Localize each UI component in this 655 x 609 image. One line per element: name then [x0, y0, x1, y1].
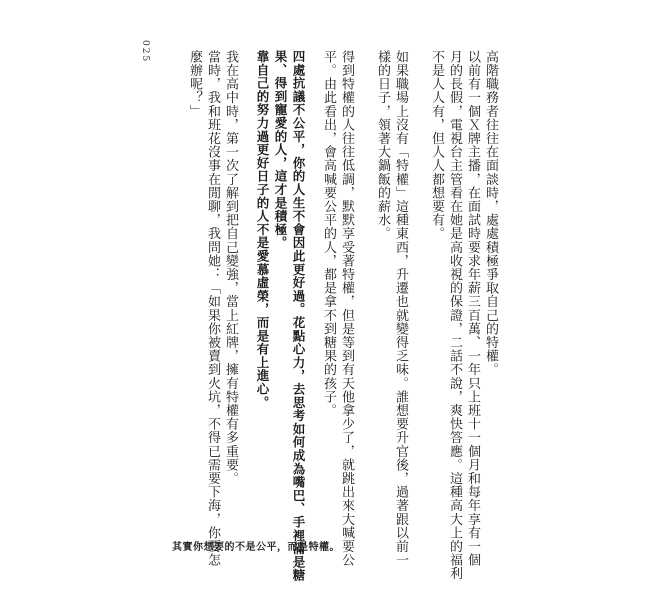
emphasis-column: 靠自己的努力過更好日子的人不是愛慕虛榮，而是有上進心。: [255, 50, 270, 410]
text-column: 我在高中時，第一次了解到把自己變強，當上紅牌，擁有特權有多重要。: [223, 50, 238, 486]
text-column: 以前有一個Ｘ牌主播，在面試時要求年薪三百萬、一年只上班十一個月和每年享有一個: [465, 50, 480, 567]
running-footer: 其實你想要的不是公平，而是特權。: [172, 542, 340, 553]
text-column: 不是人人有，但人人都想要有。: [429, 50, 444, 241]
text-column: 麼辦呢？」: [187, 50, 202, 118]
text-column: 得到特權的人往往低調，默默享受著特權，但是等到有天他拿少了，就跳出來大喊要公: [339, 50, 354, 567]
emphasis-column: 四處抗議不公平，你的人生不會因此更好過。花點心力，去思考如何成為嘴巴、手裡滿是糖: [291, 50, 306, 582]
text-column: 高階職務者往往在面談時，處處積極爭取自己的特權。: [483, 50, 498, 377]
text-column: 月的長假，電視台主管看在她是高收視的保證，二話不說，爽快答應。這種高大上的福利: [447, 50, 462, 581]
text-column: 樣的日子，領著大鍋飯的薪水。: [375, 50, 390, 241]
emphasis-column: 果、得到寵愛的人，這才是積極。: [273, 50, 288, 250]
text-column: 當時，我和班花沒事在閒聊，我問她：「如果你被賣到火坑，不得已需要下海，你要怎: [205, 50, 220, 567]
text-column: 平。由此看出，會高喊要公平的人，都是拿不到糖果的孩子。: [321, 50, 336, 418]
page-number: 025: [140, 40, 150, 64]
text-column: 如果職場上沒有「特權」這種東西，升遷也就變得乏味。誰想要升官後，過著跟以前一: [393, 50, 408, 567]
